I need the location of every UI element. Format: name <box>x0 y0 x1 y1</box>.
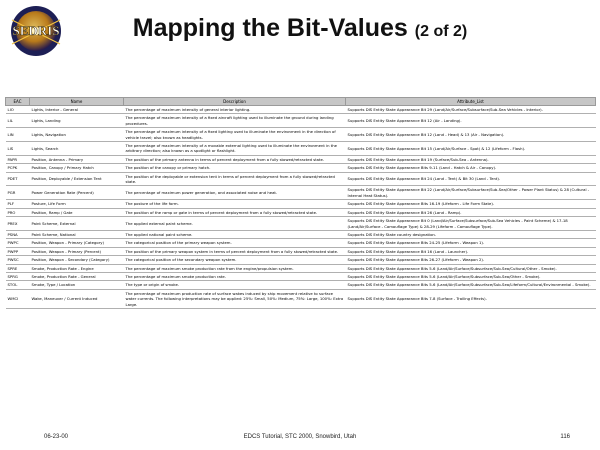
cell-name: Power Generation Rate (Percent) <box>30 186 124 200</box>
cell-name: Smoke, Production Rate - Engine <box>30 264 124 272</box>
cell-description: The categorical position of the primary weapon system. <box>124 239 346 247</box>
table-row <box>6 289 596 308</box>
cell-name: Smoke, Production Rate - General <box>30 272 124 280</box>
cell-attribute-list: Supports DIS Entity State Appearance Bit 0 (Land/Air/Surface/Subsurface/Sub-Sea Vehicles - Paint Scheme) & 17-18 (Land/Air/Surface - Camouflage Type) & 28-29 (Lifeform - Camouflage Type). <box>346 217 596 231</box>
cell-eac: PDET <box>6 172 30 186</box>
cell-description: The type or origin of smoke. <box>124 281 346 289</box>
table-row <box>6 208 596 216</box>
cell-name: Posture, Life Form <box>30 200 124 208</box>
cell-description: The categorical position of the secondary weapon system. <box>124 256 346 264</box>
cell-attribute-list: Supports DIS Entity State Appearance Bit 19 (Surface/Sub-Sea - Antenna). <box>346 155 596 163</box>
table-row <box>6 217 596 231</box>
cell-name: Position, Ramp / Gate <box>30 208 124 216</box>
cell-eac: LIN <box>6 128 30 142</box>
cell-description: The percentage of maximum smoke production rate. <box>124 272 346 280</box>
cell-eac: PWSC <box>6 256 30 264</box>
cell-attribute-list: Supports DIS Entity State Appearance Bit 24 (Land - Tent) & Bit 30 (Land - Tent). <box>346 172 596 186</box>
cell-name: Position, Canopy / Primary Hatch <box>30 164 124 172</box>
table-row <box>6 264 596 272</box>
cell-description: The percentage of maximum intensity of a fixed lighting used to illuminate the environment in the direction of vehicle travel; also known as headlights. <box>124 128 346 142</box>
table-row <box>6 239 596 247</box>
footer <box>0 434 600 446</box>
cell-name: Paint Scheme, National <box>30 230 124 238</box>
table-row <box>6 172 596 186</box>
cell-name: Lights, Landing <box>30 114 124 128</box>
page-title <box>0 14 600 43</box>
cell-description: The applied national paint scheme. <box>124 230 346 238</box>
footer-center: EDCS Tutorial, STC 2000, Snowbird, Utah <box>243 434 357 440</box>
title-main: Mapping the Bit-Values <box>132 14 408 42</box>
header-description: Description <box>124 98 346 106</box>
footer-date: 06-23-00 <box>44 434 69 440</box>
cell-attribute-list: Supports DIS Entity State Appearance Bit 12 (Land - Head) & 13 (Air - Navigation). <box>346 128 596 142</box>
table-row <box>6 106 596 114</box>
cell-description: The position of the ramp or gate in terms of percent deployment from a fully stowed/retracted state. <box>124 208 346 216</box>
title-sub: (2 of 2) <box>414 23 468 40</box>
cell-description: The position of the primary weapon system in terms of percent deployment from a fully stowed/retracted state. <box>124 247 346 255</box>
table-row <box>6 230 596 238</box>
cell-eac: PGR <box>6 186 30 200</box>
table-row <box>6 142 596 156</box>
cell-name: Lights, Search <box>30 142 124 156</box>
cell-name: Position, Antenna - Primary <box>30 155 124 163</box>
cell-description: The percentage of maximum intensity of a movable external lighting used to illuminate the environment in the arbitrary direction; also known as a spotlight or flashlight. <box>124 142 346 156</box>
cell-attribute-list: Supports DIS Entity State Appearance Bit 12 (Air - Landing). <box>346 114 596 128</box>
cell-name: Paint Scheme, External <box>30 217 124 231</box>
cell-eac: LIS <box>6 142 30 156</box>
page-number: 116 <box>560 434 570 440</box>
cell-eac: PWPP <box>6 247 30 255</box>
cell-description: The applied external paint scheme. <box>124 217 346 231</box>
table-row <box>6 164 596 172</box>
table-row <box>6 272 596 280</box>
cell-attribute-list: Supports DIS Entity State Appearance Bit 16 (Land - Launcher). <box>346 247 596 255</box>
logo-text: SEDRIS <box>12 23 60 38</box>
cell-attribute-list: Supports DIS Entity State Appearance Bit 22 (Land/Air/Surface/Subsurface/Sub-Sea/Other - Power Plant Status) & 28 (Cultural - Internal Heat Status). <box>346 186 596 200</box>
cell-eac: PREX <box>6 217 30 231</box>
header-name: Name <box>30 98 124 106</box>
table-row <box>6 155 596 163</box>
table-row <box>6 114 596 128</box>
cell-name: Position, Weapon - Primary (Category) <box>30 239 124 247</box>
cell-eac: WMCI <box>6 289 30 308</box>
table-row <box>6 186 596 200</box>
cell-name: Wake, Maneuver / Current Induced <box>30 289 124 308</box>
table-row <box>6 247 596 255</box>
cell-eac: STOL <box>6 281 30 289</box>
cell-description: The posture of the life form. <box>124 200 346 208</box>
header-eac: EAC <box>6 98 30 106</box>
cell-eac: SPRE <box>6 264 30 272</box>
cell-attribute-list: Supports DIS Entity State Appearance Bits 16-19 (Lifeform - Life Form State). <box>346 200 596 208</box>
cell-attribute-list: Supports DIS Entity State Appearance Bits 5-6 (Land/Air/Surface/Subsurface/Sub-Sea/Lifeform/Cultural/Environmental - Smoke). <box>346 281 596 289</box>
cell-eac: SPRG <box>6 272 30 280</box>
cell-name: Lights, Interior - General <box>30 106 124 114</box>
table-body <box>6 106 596 309</box>
cell-description: The percentage of maximum intensity of a fixed aircraft lighting used to illuminate the ground during landing procedures. <box>124 114 346 128</box>
cell-attribute-list: Supports DIS Entity State Appearance Bits 7-8 (Surface - Trailing Effects). <box>346 289 596 308</box>
cell-eac: PCPK <box>6 164 30 172</box>
cell-description: The position of the primary antenna in terms of percent deployment from a fully stowed/retracted state. <box>124 155 346 163</box>
cell-eac: PAPR <box>6 155 30 163</box>
table-row <box>6 200 596 208</box>
header-attribute-list: Attribute_List <box>346 98 596 106</box>
cell-description: The position of the deployable or extension tent in terms of percent deployment from a fully stowed/retracted state. <box>124 172 346 186</box>
cell-attribute-list: Supports DIS Entity State Appearance Bits 9-11 (Land - Hatch & Air - Canopy). <box>346 164 596 172</box>
table-row <box>6 281 596 289</box>
cell-attribute-list: Supports DIS Entity State Appearance Bit 29 (Land/Air/Surface/Subsurface/Sub-Sea Vehicles - Interior). <box>346 106 596 114</box>
cell-attribute-list: Supports DIS Entity State Appearance Bits 5-6 (Land/Air/Surface/Subsurface/Sub-Sea/Other - Smoke). <box>346 272 596 280</box>
cell-eac: LIL <box>6 114 30 128</box>
cell-description: The percentage of maximum production rate of surface wakes induced by ship movement relative to surface water currents. The following interpretations may be applied: 25%: Small, 50%: Medium, 75%: Large, 100%: Extra Large. <box>124 289 346 308</box>
cell-name: Position, Weapon - Secondary (Category) <box>30 256 124 264</box>
cell-name: Lights, Navigation <box>30 128 124 142</box>
cell-attribute-list: Supports DIS Entity State country designation. <box>346 230 596 238</box>
cell-attribute-list: Supports DIS Entity State Appearance Bits 5-6 (Land/Air/Surface/Subsurface/Sub-Sea/Cultural/Other - Smoke). <box>346 264 596 272</box>
cell-name: Position, Deployable / Extension Tent <box>30 172 124 186</box>
cell-eac: PSNA <box>6 230 30 238</box>
cell-eac: LIO <box>6 106 30 114</box>
table-row <box>6 128 596 142</box>
cell-description: The percentage of maximum smoke production rate from the engine/propulsion system. <box>124 264 346 272</box>
cell-attribute-list: Supports DIS Entity State Appearance Bit 26 (Land - Ramp). <box>346 208 596 216</box>
cell-attribute-list: Supports DIS Entity State Appearance Bits 24-25 (Lifeform - Weapon 1). <box>346 239 596 247</box>
cell-eac: PRO <box>6 208 30 216</box>
table-header-row <box>6 98 596 106</box>
cell-eac: PWPC <box>6 239 30 247</box>
cell-description: The percentage of maximum intensity of general interior lighting. <box>124 106 346 114</box>
table-row <box>6 256 596 264</box>
cell-attribute-list: Supports DIS Entity State Appearance Bit 15 (Land/Air/Surface - Spot) & 12 (Lifeform - Flash). <box>346 142 596 156</box>
cell-attribute-list: Supports DIS Entity State Appearance Bits 26-27 (Lifeform - Weapon 2). <box>346 256 596 264</box>
cell-name: Smoke, Type / Location <box>30 281 124 289</box>
cell-eac: PLF <box>6 200 30 208</box>
cell-description: The position of the canopy or primary hatch. <box>124 164 346 172</box>
cell-description: The percentage of maximum power generation, and associated noise and heat. <box>124 186 346 200</box>
bit-values-table <box>5 97 595 309</box>
cell-name: Position, Weapon - Primary (Percent) <box>30 247 124 255</box>
